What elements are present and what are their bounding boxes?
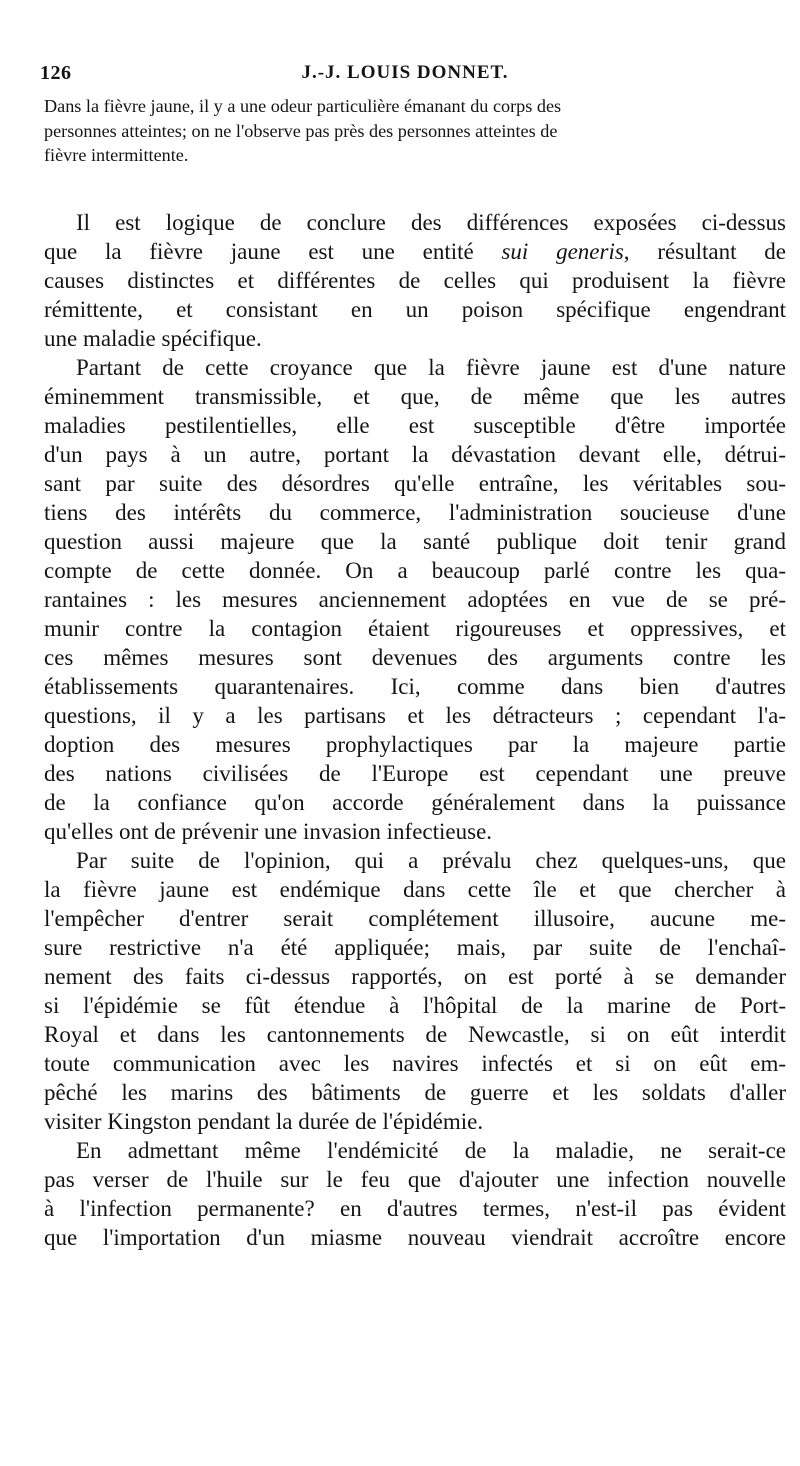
- text-line: qu'elles ont de prévenir une invasion infectieuse.: [44, 819, 493, 844]
- text-line: toute communication avec les navires infectés et si on eût em-: [44, 1051, 786, 1076]
- text-line: l'empêcher d'entrer serait complétement illusoire, aucune me-: [44, 906, 786, 931]
- text-line: pas verser de l'huile sur le feu que d'ajouter une infection nouvelle: [44, 1167, 786, 1192]
- paragraph: [44, 1136, 786, 1252]
- running-head: [40, 62, 770, 88]
- text-line: la fièvre jaune est endémique dans cette île et que chercher à: [44, 877, 786, 902]
- footnote-line: Dans la fièvre jaune, il y a une odeur particulière émanant du corps des: [44, 96, 562, 116]
- page-number: 126: [40, 62, 72, 84]
- paragraph: [44, 208, 786, 353]
- text-line: Par suite de l'opinion, qui a prévalu chez quelques-uns, que: [76, 848, 786, 873]
- text-line: Royal et dans les cantonnements de Newcastle, si on eût interdit: [44, 1022, 786, 1047]
- text-line: d'un pays à un autre, portant la dévastation devant elle, détrui-: [44, 442, 786, 467]
- text-line: maladies pestilentielles, elle est susceptible d'être importée: [44, 413, 786, 438]
- text-line: nement des faits ci-dessus rapportés, on est porté à se demander: [44, 964, 786, 989]
- text-line: que l'importation d'un miasme nouveau viendrait accroître encore: [44, 1225, 786, 1250]
- text-line: rémittente, et consistant en un poison spécifique engendrant: [44, 297, 786, 322]
- text-line: tiens des intérêts du commerce, l'administration soucieuse d'une: [44, 500, 786, 525]
- running-title: J.-J. LOUIS DONNET.: [301, 62, 509, 83]
- text-line: si l'épidémie se fût étendue à l'hôpital de la marine de Port-: [44, 993, 786, 1018]
- text-line: sant par suite des désordres qu'elle entraîne, les véritables sou-: [44, 471, 786, 496]
- text-line: visiter Kingston pendant la durée de l'épidémie.: [44, 1109, 484, 1134]
- text-line: à l'infection permanente? en d'autres termes, n'est-il pas évident: [44, 1196, 786, 1221]
- paragraph: [44, 846, 786, 1136]
- text-line: En admettant même l'endémicité de la maladie, ne serait-ce: [76, 1138, 786, 1163]
- text-line: établissements quarantenaires. Ici, comme dans bien d'autres: [44, 674, 786, 699]
- footnote-line: personnes atteintes; on ne l'observe pas près des personnes atteintes de: [44, 120, 558, 141]
- text-line: ces mêmes mesures sont devenues des arguments contre les: [44, 645, 786, 670]
- text-line: causes distinctes et différentes de celles qui produisent la fièvre: [44, 268, 786, 293]
- text-line: pêché les marins des bâtiments de guerre et les soldats d'aller: [44, 1080, 786, 1105]
- text-line: sure restrictive n'a été appliquée; mais, par suite de l'enchaî-: [44, 935, 786, 960]
- text-line: question aussi majeure que la santé publique doit tenir grand: [44, 529, 786, 554]
- text-line: [44, 237, 786, 266]
- text-run: que la fièvre jaune est une entité: [44, 239, 502, 264]
- text-line: Il est logique de conclure des différences exposées ci-dessus: [76, 210, 786, 235]
- main-text: [44, 208, 786, 1252]
- text-line: munir contre la contagion étaient rigoureuses et oppressives, et: [44, 616, 786, 641]
- text-line: rantaines : les mesures anciennement adoptées en vue de se pré-: [44, 587, 786, 612]
- text-line: éminemment transmissible, et que, de même que les autres: [44, 384, 786, 409]
- text-line: questions, il y a les partisans et les détracteurs ; cependant l'a-: [44, 703, 786, 728]
- text-line: des nations civilisées de l'Europe est cependant une preuve: [44, 761, 786, 786]
- text-line: doption des mesures prophylactiques par la majeure partie: [44, 732, 786, 757]
- text-run: , résultant de: [623, 239, 786, 264]
- latin-term: sui generis: [501, 239, 624, 264]
- footnote: [44, 94, 782, 168]
- text-line: une maladie spécifique.: [44, 326, 262, 351]
- text-line: de la confiance qu'on accorde généralement dans la puissance: [44, 790, 786, 815]
- text-line: Partant de cette croyance que la fièvre jaune est d'une nature: [76, 355, 786, 380]
- footnote-line: fièvre intermittente.: [44, 145, 189, 165]
- paragraph: [44, 353, 786, 846]
- text-line: compte de cette donnée. On a beaucoup parlé contre les qua-: [44, 558, 786, 583]
